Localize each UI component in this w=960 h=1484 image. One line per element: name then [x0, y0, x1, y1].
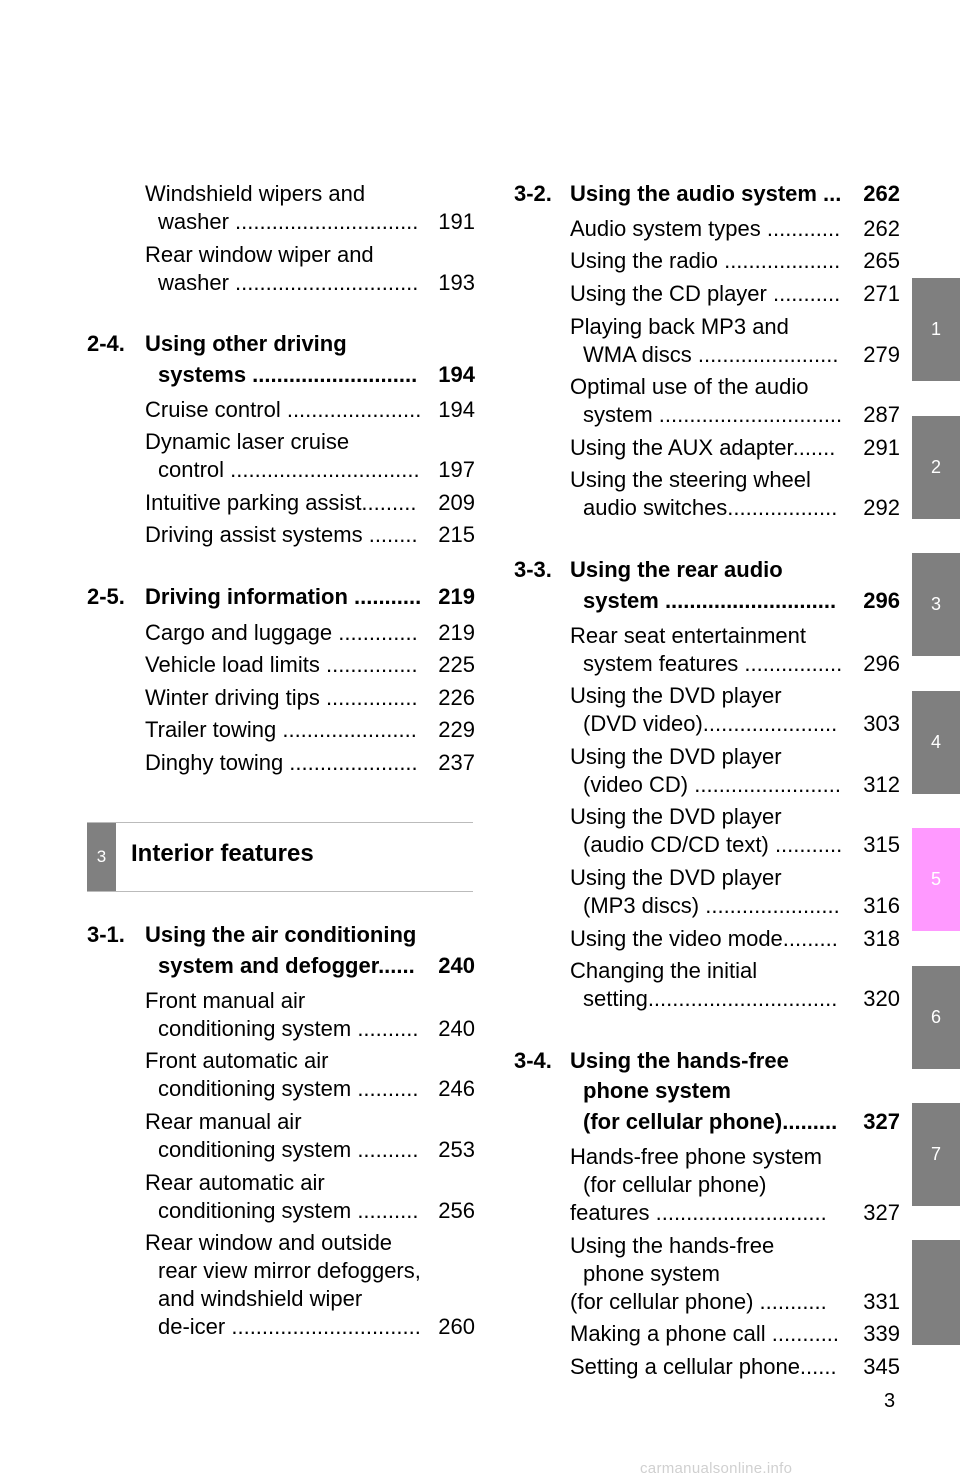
page-ref: 292	[863, 495, 900, 520]
section-title-cont[interactable]: systems ........................... 194	[158, 360, 475, 390]
toc-entry[interactable]: Rear manual air	[145, 1109, 302, 1134]
toc-entry-cont[interactable]: WMA discs ....................... 279	[583, 340, 900, 370]
toc-entry[interactable]: Hands-free phone system	[570, 1144, 822, 1169]
toc-entry[interactable]: Making a phone call ........... 339	[570, 1319, 900, 1349]
section-title[interactable]: Using the rear audio	[570, 557, 783, 582]
toc-entry-cont[interactable]: system features ................ 296	[583, 649, 900, 679]
section-title-cont[interactable]: (for cellular phone)......... 327	[583, 1107, 900, 1137]
page-ref: 345	[863, 1354, 900, 1379]
page-ref: 219	[438, 620, 475, 645]
toc-entry[interactable]: Optimal use of the audio	[570, 374, 809, 399]
page-ref: 318	[863, 926, 900, 951]
toc-entry[interactable]: Using the video mode......... 318	[570, 924, 900, 954]
page-ref: 256	[438, 1198, 475, 1223]
page-ref: 316	[863, 893, 900, 918]
section-title-cont[interactable]: phone system	[583, 1078, 731, 1103]
toc-entry-cont[interactable]: phone system	[583, 1261, 720, 1286]
toc-entry[interactable]: Using the DVD player	[570, 683, 782, 708]
page-ref: 312	[863, 772, 900, 797]
toc-entry[interactable]: Using the steering wheel	[570, 467, 811, 492]
page-ref: 287	[863, 402, 900, 427]
toc-entry-cont[interactable]: (video CD) ........................ 312	[583, 770, 900, 800]
section-title[interactable]: Using the audio system ... 262	[570, 179, 900, 209]
page-ref: 315	[863, 832, 900, 857]
section-number: 3-3.	[514, 557, 552, 582]
toc-entry-windshield-wipers-cont[interactable]: washer .............................. 191	[158, 207, 475, 237]
toc-entry-cont[interactable]: conditioning system .......... 240	[158, 1014, 475, 1044]
section-number: 2-4.	[87, 331, 125, 356]
section-number: 3-1.	[87, 922, 125, 947]
chapter-title: Interior features	[131, 840, 314, 867]
chapter-number-box: 3	[87, 823, 116, 891]
page-ref: 327	[863, 1200, 900, 1225]
chapter-tab-index[interactable]	[912, 1240, 960, 1345]
section-title-cont[interactable]: system ............................ 296	[583, 586, 900, 616]
toc-entry[interactable]: Dinghy towing ..................... 237	[145, 748, 475, 778]
toc-entry-cont[interactable]: de-icer ............................... 260	[158, 1312, 475, 1342]
section-title[interactable]: Using the hands-free	[570, 1048, 789, 1073]
toc-entry[interactable]: Using the CD player ........... 271	[570, 279, 900, 309]
page-ref: 226	[438, 685, 475, 710]
toc-entry-rear-wiper[interactable]: Rear window wiper and	[145, 242, 374, 267]
page-ref: 260	[438, 1314, 475, 1339]
page-ref: 197	[438, 457, 475, 482]
section-number: 2-5.	[87, 584, 125, 609]
toc-entry[interactable]: Audio system types ............ 262	[570, 214, 900, 244]
toc-entry[interactable]: Trailer towing ...................... 229	[145, 715, 475, 745]
page-ref: 339	[863, 1321, 900, 1346]
toc-entry-cont[interactable]: rear view mirror defoggers,	[158, 1258, 421, 1283]
section-title[interactable]: Using other driving	[145, 331, 347, 356]
toc-entry[interactable]: Using the hands-free	[570, 1233, 775, 1258]
toc-entry[interactable]: Dynamic laser cruise	[145, 429, 350, 454]
toc-entry-cont[interactable]: features ............................ 327	[570, 1198, 900, 1228]
toc-entry-cont[interactable]: (for cellular phone)	[583, 1172, 767, 1197]
page-ref: 246	[438, 1076, 475, 1101]
toc-entry-cont[interactable]: system .............................. 287	[583, 400, 900, 430]
toc-entry[interactable]: Rear seat entertainment	[570, 623, 807, 648]
toc-entry[interactable]: Using the DVD player	[570, 744, 782, 769]
toc-entry[interactable]: Winter driving tips ............... 226	[145, 683, 475, 713]
page-ref: 279	[863, 342, 900, 367]
toc-entry-cont[interactable]: (DVD video)...................... 303	[583, 709, 900, 739]
chapter-tab-1[interactable]: 1	[912, 278, 960, 381]
toc-entry-cont[interactable]: conditioning system .......... 246	[158, 1074, 475, 1104]
page-ref: 194	[438, 397, 475, 422]
toc-entry-cont[interactable]: audio switches.................. 292	[583, 493, 900, 523]
toc-entry-cont[interactable]: setting............................... 320	[583, 984, 900, 1014]
toc-entry[interactable]: Cruise control ...................... 194	[145, 395, 475, 425]
toc-entry[interactable]: Cargo and luggage ............. 219	[145, 618, 475, 648]
page-ref: 291	[863, 435, 900, 460]
page-ref: 219	[438, 584, 475, 609]
page-ref: 296	[863, 588, 900, 613]
toc-entry[interactable]: Setting a cellular phone...... 345	[570, 1352, 900, 1382]
toc-entry[interactable]: Front automatic air	[145, 1048, 329, 1073]
section-number: 3-4.	[514, 1048, 552, 1073]
toc-entry-cont[interactable]: (MP3 discs) ...................... 316	[583, 891, 900, 921]
toc-entry[interactable]: Vehicle load limits ............... 225	[145, 650, 475, 680]
page-ref: 194	[438, 362, 475, 387]
section-title[interactable]: Using the air conditioning	[145, 922, 417, 947]
section-number: 3-2.	[514, 181, 552, 206]
page-ref: 327	[863, 1109, 900, 1134]
toc-entry[interactable]: Driving assist systems ........ 215	[145, 520, 475, 550]
page-ref: 240	[438, 1016, 475, 1041]
toc-entry[interactable]: Rear automatic air	[145, 1170, 325, 1195]
watermark: carmanualsonline.info	[640, 1460, 793, 1477]
page-ref: 303	[863, 711, 900, 736]
chapter-tab-5[interactable]: 5	[912, 828, 960, 931]
toc-entry[interactable]: Intuitive parking assist......... 209	[145, 488, 475, 518]
chapter-header	[87, 822, 473, 892]
page-ref: 193	[438, 270, 475, 295]
chapter-tab-4[interactable]: 4	[912, 691, 960, 794]
toc-entry-cont[interactable]: conditioning system .......... 253	[158, 1135, 475, 1165]
toc-entry[interactable]: Using the AUX adapter....... 291	[570, 433, 900, 463]
chapter-tab-3[interactable]: 3	[912, 553, 960, 656]
toc-entry-rear-wiper-cont[interactable]: washer .............................. 193	[158, 268, 475, 298]
page-ref: 331	[863, 1289, 900, 1314]
toc-entry[interactable]: Front manual air	[145, 988, 306, 1013]
page-ref: 215	[438, 522, 475, 547]
toc-entry-cont[interactable]: (audio CD/CD text) ........... 315	[583, 830, 900, 860]
page-number: 3	[884, 1390, 896, 1412]
chapter-tab-7[interactable]: 7	[912, 1103, 960, 1206]
page-ref: 240	[438, 953, 475, 978]
page-ref: 262	[863, 216, 900, 241]
toc-entry[interactable]: Playing back MP3 and	[570, 314, 789, 339]
page-ref: 191	[438, 209, 475, 234]
toc-entry-cont[interactable]: (for cellular phone) ........... 331	[570, 1287, 900, 1317]
chapter-tab-2[interactable]: 2	[912, 416, 960, 519]
section-title[interactable]: Driving information ........... 219	[145, 582, 475, 612]
toc-entry[interactable]: Using the radio ................... 265	[570, 246, 900, 276]
page-ref: 271	[863, 281, 900, 306]
toc-entry[interactable]: Changing the initial	[570, 958, 758, 983]
toc-entry-cont[interactable]: conditioning system .......... 256	[158, 1196, 475, 1226]
page-ref: 225	[438, 652, 475, 677]
toc-entry-windshield-wipers[interactable]: Windshield wipers and	[145, 181, 366, 206]
page-ref: 320	[863, 986, 900, 1011]
page-ref: 209	[438, 490, 475, 515]
toc-entry-cont[interactable]: control ............................... 197	[158, 455, 475, 485]
toc-entry[interactable]: Using the DVD player	[570, 804, 782, 829]
page-ref: 265	[863, 248, 900, 273]
page-ref: 237	[438, 750, 475, 775]
page-ref: 253	[438, 1137, 475, 1162]
page-ref: 262	[863, 181, 900, 206]
page-ref: 296	[863, 651, 900, 676]
section-title-cont[interactable]: system and defogger...... 240	[158, 951, 475, 981]
toc-entry[interactable]: Rear window and outside	[145, 1230, 393, 1255]
chapter-tab-6[interactable]: 6	[912, 966, 960, 1069]
toc-entry[interactable]: Using the DVD player	[570, 865, 782, 890]
toc-entry-cont[interactable]: and windshield wiper	[158, 1286, 363, 1311]
page-ref: 229	[438, 717, 475, 742]
